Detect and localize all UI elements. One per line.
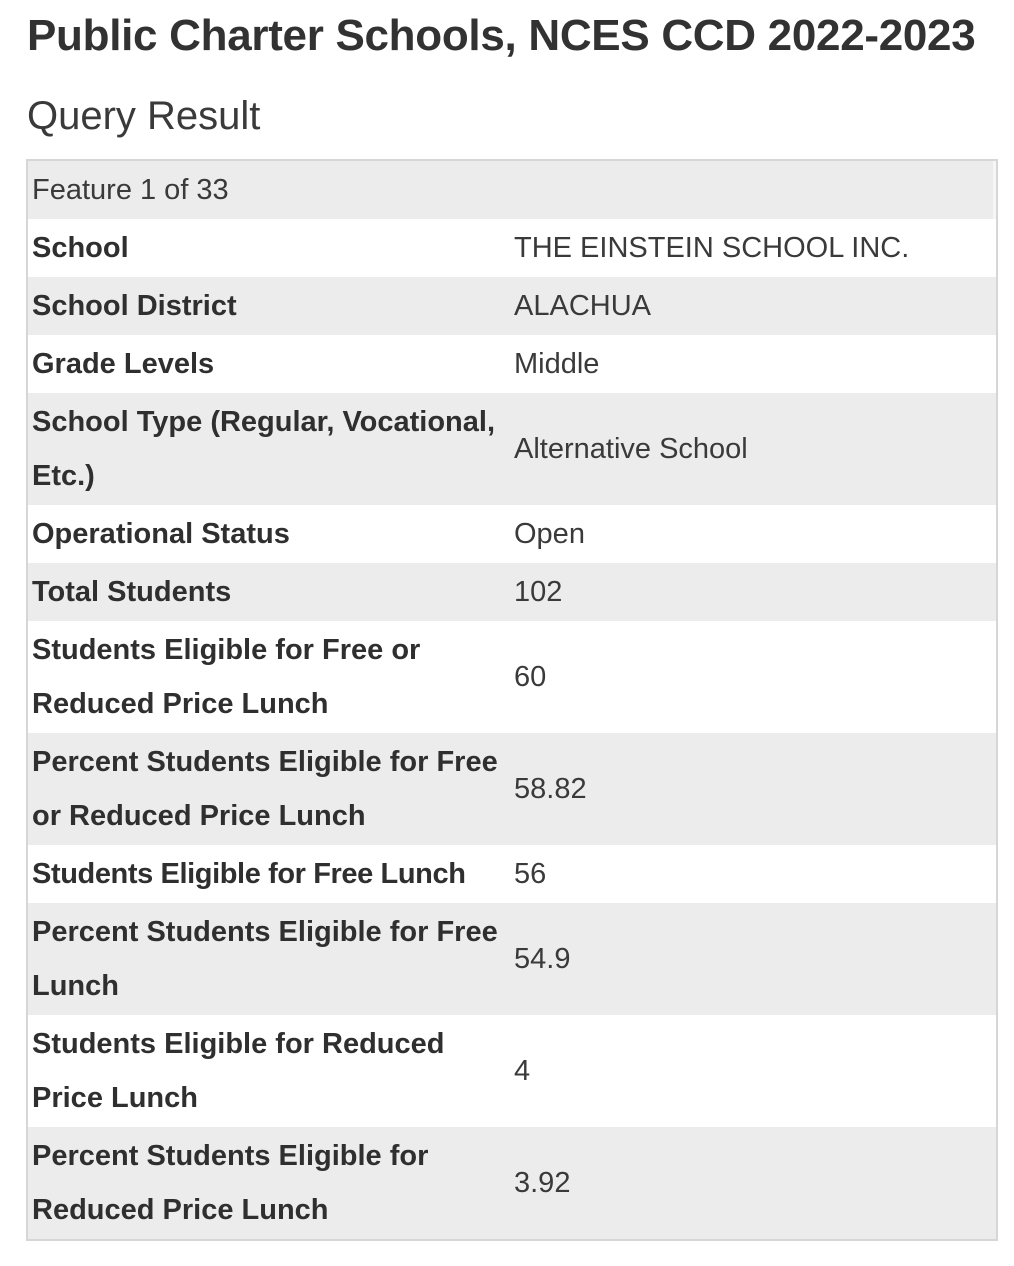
table-row-operational-status xyxy=(28,505,996,563)
field-value: Middle xyxy=(514,348,600,380)
field-label: Percent Students Eligible for Free Lunch xyxy=(32,916,498,1002)
field-label: Grade Levels xyxy=(32,348,215,380)
field-label: Students Eligible for Free Lunch xyxy=(32,858,466,890)
field-value: 58.82 xyxy=(514,773,587,805)
field-label: Students Eligible for Free or Reduced Price Lunch xyxy=(32,634,421,720)
query-result-subtitle: Query Result xyxy=(27,94,261,138)
field-label: Students Eligible for Reduced Price Lunch xyxy=(32,1028,445,1114)
table-row-free-lunch-students xyxy=(28,845,996,903)
table-row-school xyxy=(28,219,996,277)
table-row-reduced-lunch-percent xyxy=(28,1127,996,1239)
field-label: School xyxy=(32,232,129,264)
field-label: School Type (Regular, Vocational, Etc.) xyxy=(32,406,496,492)
table-row-free-lunch-percent xyxy=(28,903,996,1015)
field-value: 102 xyxy=(514,576,563,608)
page-title: Public Charter Schools, NCES CCD 2022-2023 xyxy=(27,11,976,60)
field-value: ALACHUA xyxy=(514,290,651,322)
field-value: 56 xyxy=(514,858,547,890)
field-value: Open xyxy=(514,518,585,550)
field-value: 60 xyxy=(514,661,547,693)
query-result-panel xyxy=(26,159,998,1241)
field-value: Alternative School xyxy=(514,433,748,465)
table-row-total-students xyxy=(28,563,996,621)
table-row-school-type xyxy=(28,393,996,505)
table-row-reduced-lunch-students xyxy=(28,1015,996,1127)
field-label: Operational Status xyxy=(32,518,290,550)
field-value: 3.92 xyxy=(514,1167,571,1199)
field-value: THE EINSTEIN SCHOOL INC. xyxy=(514,232,910,264)
attribute-table xyxy=(28,219,996,1239)
field-label: School District xyxy=(32,290,237,322)
field-label: Percent Students Eligible for Free or Reduced Price Lunch xyxy=(32,746,498,832)
table-row-frl-students xyxy=(28,621,996,733)
table-row-frl-percent xyxy=(28,733,996,845)
field-value: 54.9 xyxy=(514,943,571,975)
table-row-school-district xyxy=(28,277,996,335)
table-row-grade-levels xyxy=(28,335,996,393)
field-label: Total Students xyxy=(32,576,232,608)
field-label: Percent Students Eligible for Reduced Price Lunch xyxy=(32,1140,429,1226)
field-value: 4 xyxy=(514,1055,531,1087)
feature-counter: Feature 1 of 33 xyxy=(28,161,996,219)
